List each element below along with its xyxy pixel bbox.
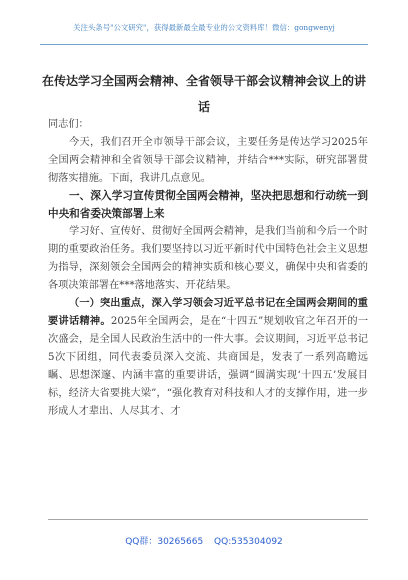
- paragraph-3-lead: （一）突出重点，深入学习领会习近平总书记在全国两会期间的重要讲话精神。: [48, 297, 368, 327]
- paragraph-intro: 今天，我们召开全市领导干部会议，主要任务是传达学习2025年全国两会精神和全省领导干部会议精神，并结合***实际，研究部署贯彻落实措施。下面，我讲几点意见。: [48, 136, 368, 184]
- paragraph-3: [48, 295, 368, 420]
- paragraph-3-text: 2025年全国两会，是在“十四五”规划收官之年召开的一次盛会，是全国人民政治生活中的一件大事。会议期间，习近平总书记5次下团组，同代表委员深入交流、共商国是，发表了一系列高瞻远瞩、思想深邃、内涵丰富的重要讲话，强调“圆满实现‘十四五’发展目标，经济大省要挑大梁”，“强化教育对科技和人才的支撑作用，进一步形成人才辈出、人尽其才、才: [48, 315, 368, 417]
- footer: [0, 534, 408, 547]
- section-heading-1: 一、深入学习宣传贯彻全国两会精神，坚决把思想和行动统一到中央和省委决策部署上来: [48, 189, 368, 220]
- paragraph-2: 学习好、宣传好、贯彻好全国两会精神，是我们当前和今后一个时期的重要政治任务。我们要坚持以习近平新时代中国特色社会主义思想为指导，深刻领会全国两会的精神实质和核心要义，确保中央和省委的各项决策部署在***落地落实、开花结果。: [48, 226, 368, 292]
- header-banner: 关注头条号"公文研究"，获得最新最全最专业的公文资料库！微信：gongwenyj: [73, 23, 335, 32]
- footer-qq: QQ:535304092: [214, 537, 283, 547]
- document-title: 在传达学习全国两会精神、全省领导干部会议精神会议上的讲话: [41, 74, 366, 114]
- footer-qq-group: QQ群：30265665: [125, 537, 204, 547]
- header-divider: [40, 44, 368, 45]
- salutation: 同志们：: [48, 119, 89, 130]
- document-body: [48, 116, 368, 420]
- footer-divider: [48, 519, 368, 520]
